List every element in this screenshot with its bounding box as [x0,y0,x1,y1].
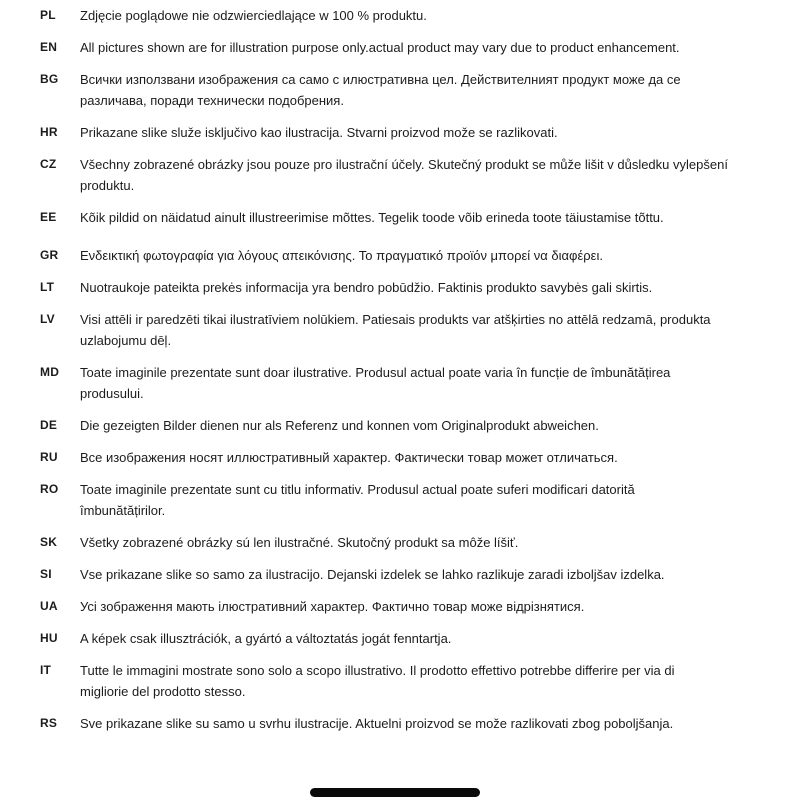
disclaimer-text [80,479,772,521]
disclaimer-row [40,5,772,26]
language-code: DE [40,418,58,432]
disclaimer-text [80,69,772,111]
disclaimer-text [80,447,772,468]
disclaimer-text [80,660,772,702]
disclaimer-line: Zdjęcie poglądowe nie odzwierciedlające w 100 % produktu. [80,8,427,23]
disclaimer-row [40,277,772,298]
disclaimer-line: Kõik pildid on näidatud ainult illustreerimise mõttes. Tegelik toode võib erineda toote täiustamise tõttu. [80,210,664,225]
language-code: EE [40,210,57,224]
language-code: LV [40,312,55,326]
disclaimer-text [80,154,772,196]
disclaimer-line: Усі зображення мають ілюстративний характер. Фактично товар може відрізнятися. [80,599,585,614]
disclaimer-line: Toate imaginile prezentate sunt cu titlu informativ. Produsul actual poate suferi modificari datorită [80,482,635,497]
disclaimer-line: migliorie del prodotto stesso. [80,684,246,699]
disclaimer-row [40,69,772,111]
disclaimer-row [40,362,772,404]
disclaimer-line: Tutte le immagini mostrate sono solo a scopo illustrativo. Il prodotto effettivo potrebbe differire per via di [80,663,675,678]
disclaimer-row [40,415,772,436]
disclaimer-line: Vse prikazane slike so samo za ilustracijo. Dejanski izdelek se lahko razlikuje zaradi izboljšav izdelka. [80,567,665,582]
disclaimer-line: A képek csak illusztrációk, a gyártó a változtatás jogát fenntartja. [80,631,452,646]
language-code: LT [40,280,55,294]
disclaimer-line: Nuotraukoje pateikta prekės informacija yra bendro pobūdžio. Faktinis produkto savybės gali skirtis. [80,280,653,295]
language-code: PL [40,8,56,22]
disclaimer-row [40,713,772,734]
language-code: MD [40,365,60,379]
disclaimer-text [80,628,772,649]
disclaimer-text [80,415,772,436]
language-code: EN [40,40,58,54]
disclaimer-row [40,207,772,228]
language-code: HR [40,125,58,139]
language-code: IT [40,663,52,677]
disclaimer-line: Все изображения носят иллюстративный характер. Фактически товар может отличаться. [80,450,618,465]
disclaimer-line: îmbunătățirilor. [80,503,166,518]
language-code: SK [40,535,58,549]
disclaimer-row [40,309,772,351]
language-code: HU [40,631,58,645]
disclaimer-text [80,37,772,58]
language-code: UA [40,599,58,613]
disclaimer-text [80,207,772,228]
disclaimer-row [40,154,772,196]
disclaimer-line: Všetky zobrazené obrázky sú len ilustračné. Skutočný produkt sa môže líšiť. [80,535,519,550]
disclaimer-line: uzlabojumu dēļ. [80,333,172,348]
disclaimer-line: различава, поради технически подобрения. [80,93,344,108]
disclaimer-row [40,37,772,58]
disclaimer-row [40,628,772,649]
disclaimer-line: Всички използвани изображения са само с илюстративна цел. Действителният продукт може да се [80,72,681,87]
disclaimer-text [80,713,772,734]
disclaimer-text [80,245,772,266]
language-code: RU [40,450,58,464]
language-code: RS [40,716,58,730]
disclaimer-text [80,362,772,404]
disclaimer-line: All pictures shown are for illustration purpose only.actual product may vary due to product enhancement. [80,40,680,55]
disclaimer-line: Die gezeigten Bilder dienen nur als Referenz und konnen vom Originalprodukt abweichen. [80,418,599,433]
bottom-indicator-bar [310,788,480,797]
disclaimer-row [40,447,772,468]
disclaimer-text [80,564,772,585]
disclaimer-line: Všechny zobrazené obrázky jsou pouze pro ilustrační účely. Skutečný produkt se může lišit v důsledku vylepšení [80,157,728,172]
disclaimer-row [40,564,772,585]
disclaimer-text [80,122,772,143]
disclaimer-line: Ενδεικτική φωτογραφία για λόγους απεικόνισης. Το πραγματικό προϊόν μπορεί να διαφέρει. [80,248,603,263]
disclaimer-text [80,277,772,298]
disclaimer-row [40,596,772,617]
language-code: CZ [40,157,57,171]
disclaimer-text [80,309,772,351]
language-code: SI [40,567,52,581]
disclaimer-line: produsului. [80,386,144,401]
language-code: RO [40,482,59,496]
disclaimer-row [40,479,772,521]
language-code: GR [40,248,59,262]
disclaimer-row [40,532,772,553]
disclaimer-line: Sve prikazane slike su samo u svrhu ilustracije. Aktuelni proizvod se može razlikovati zbog poboljšanja. [80,716,674,731]
disclaimer-text [80,5,772,26]
disclaimer-text [80,532,772,553]
disclaimer-line: Toate imaginile prezentate sunt doar ilustrative. Produsul actual poate varia în funcție de îmbunătățirea [80,365,671,380]
disclaimer-line: Prikazane slike služe isključivo kao ilustracija. Stvarni proizvod može se razlikovati. [80,125,558,140]
disclaimer-text [80,596,772,617]
disclaimer-row [40,245,772,266]
disclaimer-row [40,660,772,702]
disclaimer-row [40,122,772,143]
language-code: BG [40,72,59,86]
disclaimer-line: produktu. [80,178,135,193]
disclaimer-line: Visi attēli ir paredzēti tikai ilustratīviem nolūkiem. Patiesais produkts var atšķirties no attēlā redzamā, produkta [80,312,711,327]
